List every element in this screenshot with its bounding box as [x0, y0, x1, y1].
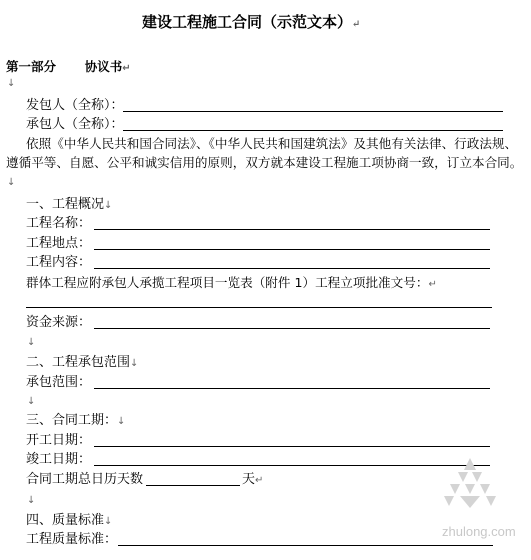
- scope-field[interactable]: [94, 388, 490, 389]
- contractor-name-field[interactable]: [123, 130, 503, 131]
- completion-date-label: 竣工日期：: [26, 452, 92, 467]
- line-mark: ↓: [130, 358, 139, 369]
- total-days-field[interactable]: [146, 485, 240, 486]
- section-2-heading: [26, 355, 138, 372]
- project-location-field[interactable]: [94, 249, 490, 250]
- line-mark: ↓: [104, 516, 113, 527]
- section-4-heading-text: 四、质量标准: [26, 513, 105, 528]
- approval-number-field[interactable]: [26, 307, 492, 308]
- employer-name-field[interactable]: [123, 111, 503, 112]
- paragraph-mark: ↵: [352, 19, 361, 30]
- days-unit-text: 天: [242, 472, 256, 487]
- line-mark: ↓: [104, 200, 113, 211]
- paragraph-mark: ↵: [255, 475, 264, 486]
- preamble-line-1: 依照《中华人民共和国合同法》、《中华人民共和国建筑法》及其他有关法律、行政法规、: [26, 136, 518, 151]
- section-2-heading-text: 二、工程承包范围: [26, 355, 131, 370]
- empty-line-mark: ↓: [27, 337, 36, 348]
- project-content-label: 工程内容：: [26, 255, 92, 270]
- line-mark: ↓: [117, 416, 126, 427]
- funding-source-field[interactable]: [94, 328, 490, 329]
- project-name-label: 工程名称：: [26, 216, 92, 231]
- section-1-heading: [26, 197, 112, 214]
- document-title: [142, 11, 360, 32]
- total-days-label: 合同工期总日历天数: [26, 472, 144, 487]
- scope-label: 承包范围：: [26, 375, 92, 390]
- document-title-text: 建设工程施工合同（示范文本）: [142, 13, 353, 31]
- section-3-heading-text: 三、合同工期：: [26, 413, 118, 428]
- preamble-line-2: 遵循平等、自愿、公平和诚实信用的原则，双方就本建设工程施工项协商一致，订立本合同。: [6, 155, 523, 170]
- project-name-field[interactable]: [94, 229, 490, 230]
- empty-line-mark: ↓: [27, 495, 36, 506]
- empty-line-mark: ↓: [27, 396, 36, 407]
- section-1-heading-text: 一、工程概况: [26, 197, 105, 212]
- contractor-label: 承包人（全称）：: [26, 117, 124, 132]
- group-project-note-text: 群体工程应附承包人承揽工程项目一览表（附件 1）工程立项批准文号：: [26, 275, 429, 290]
- paragraph-mark: ↵: [428, 279, 437, 290]
- part-number: 第一部分: [6, 59, 57, 74]
- part-name: 协议书: [84, 59, 123, 74]
- watermark-text: zhulong.com: [442, 524, 516, 539]
- paragraph-mark: ↵: [122, 63, 131, 74]
- days-unit: [242, 472, 263, 489]
- part-heading: [6, 57, 131, 75]
- start-date-field[interactable]: [94, 446, 490, 447]
- quality-standard-field[interactable]: [118, 545, 493, 546]
- group-project-note: [26, 275, 437, 293]
- start-date-label: 开工日期：: [26, 433, 92, 448]
- empty-line-mark: ↓: [7, 78, 16, 89]
- watermark-logo-icon: [440, 456, 500, 510]
- empty-line-mark: ↓: [7, 177, 16, 188]
- project-content-field[interactable]: [94, 268, 490, 269]
- employer-label: 发包人（全称）：: [26, 98, 124, 113]
- completion-date-field[interactable]: [94, 465, 490, 466]
- funding-source-label: 资金来源：: [26, 315, 92, 330]
- section-3-heading: [26, 413, 125, 430]
- quality-standard-label: 工程质量标准：: [26, 532, 118, 547]
- project-location-label: 工程地点：: [26, 236, 92, 251]
- section-4-heading: [26, 513, 112, 530]
